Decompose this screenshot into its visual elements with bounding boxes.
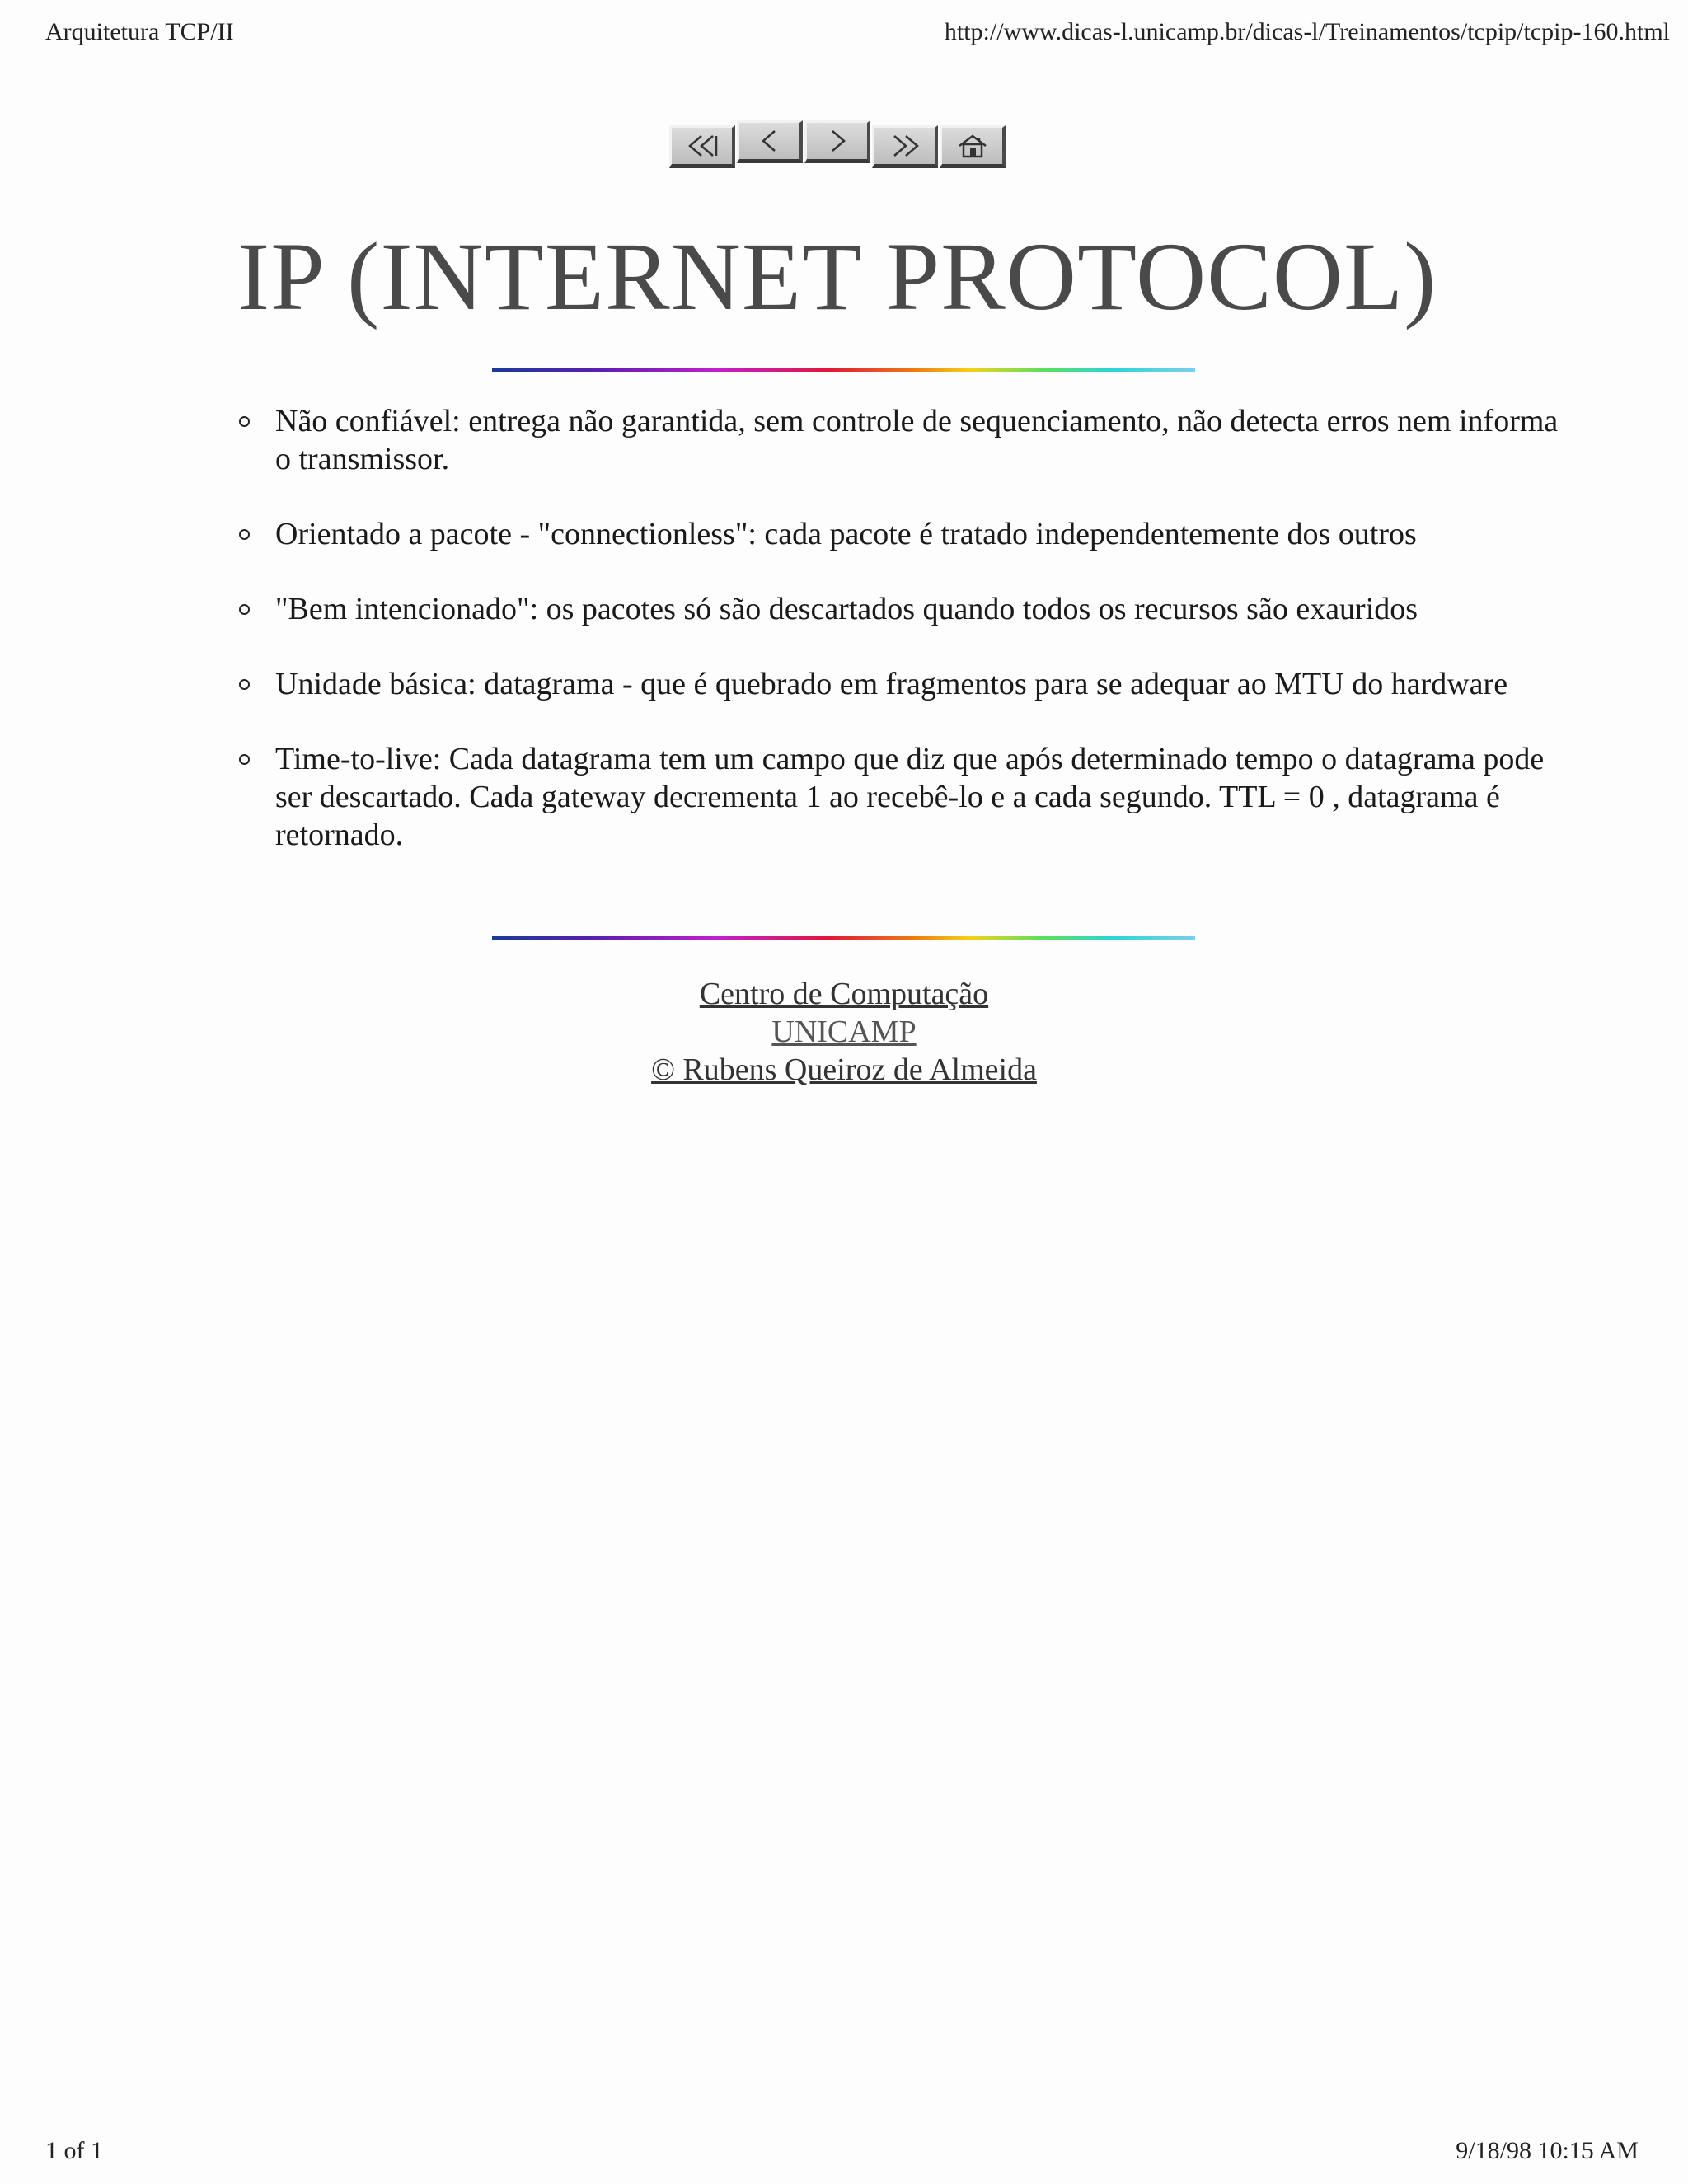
footer-credits: [0, 975, 1688, 1089]
list-item-text: Orientado a pacote - "connectionless": cada pacote é tratado independentemente dos outros: [275, 517, 1417, 551]
navigation-bar: [669, 125, 1006, 168]
rainbow-divider-top: [492, 368, 1195, 372]
home-button[interactable]: [940, 125, 1006, 168]
next-page-button[interactable]: [804, 120, 870, 163]
unicamp-link[interactable]: UNICAMP: [771, 1015, 917, 1049]
right-arrow-icon: [821, 129, 854, 153]
list-item-text: Unidade básica: datagrama - que é quebrado em fragmentos para se adequar ao MTU do hardware: [275, 667, 1508, 701]
left-arrow-icon: [753, 129, 786, 153]
list-item-text: Não confiável: entrega não garantida, sem controle de sequenciamento, não detecta erros nem informa o transmissor.: [275, 404, 1559, 476]
circle-bullet-icon: [239, 604, 250, 615]
bullet-list: [239, 402, 1566, 891]
list-item: [239, 740, 1566, 854]
circle-bullet-icon: [239, 754, 250, 765]
page-title: IP (INTERNET PROTOCOL): [237, 223, 1437, 330]
previous-page-button[interactable]: [737, 120, 803, 163]
print-header-url: http://www.dicas-l.unicamp.br/dicas-l/Treinamentos/tcpip/tcpip-160.html: [944, 18, 1670, 45]
print-timestamp: 9/18/98 10:15 AM: [1456, 2137, 1639, 2164]
list-item: [239, 402, 1566, 478]
circle-bullet-icon: [239, 679, 250, 690]
centro-computacao-link[interactable]: Centro de Computação: [699, 977, 989, 1011]
double-right-arrow-icon: [886, 134, 924, 158]
rainbow-divider-bottom: [492, 936, 1195, 940]
circle-bullet-icon: [239, 529, 250, 540]
last-page-button[interactable]: [872, 125, 938, 168]
author-copyright-link[interactable]: © Rubens Queiroz de Almeida: [651, 1052, 1037, 1087]
print-page-count: 1 of 1: [45, 2137, 103, 2164]
circle-bullet-icon: [239, 416, 250, 427]
list-item-text: "Bem intencionado": os pacotes só são descartados quando todos os recursos são exauridos: [275, 592, 1418, 626]
list-item-text: Time-to-live: Cada datagrama tem um campo que diz que após determinado tempo o datagrama pode ser descartado. Cada gateway decrementa 1 ao recebê-lo e a cada segundo. TTL = 0 , datagrama é retornado.: [275, 742, 1545, 852]
home-icon: [954, 133, 991, 159]
list-item: [239, 590, 1566, 628]
list-item: [239, 515, 1566, 553]
double-left-arrow-icon: [683, 134, 721, 158]
first-page-button[interactable]: [669, 125, 735, 168]
list-item: [239, 665, 1566, 703]
print-header-title: Arquitetura TCP/II: [45, 18, 234, 45]
